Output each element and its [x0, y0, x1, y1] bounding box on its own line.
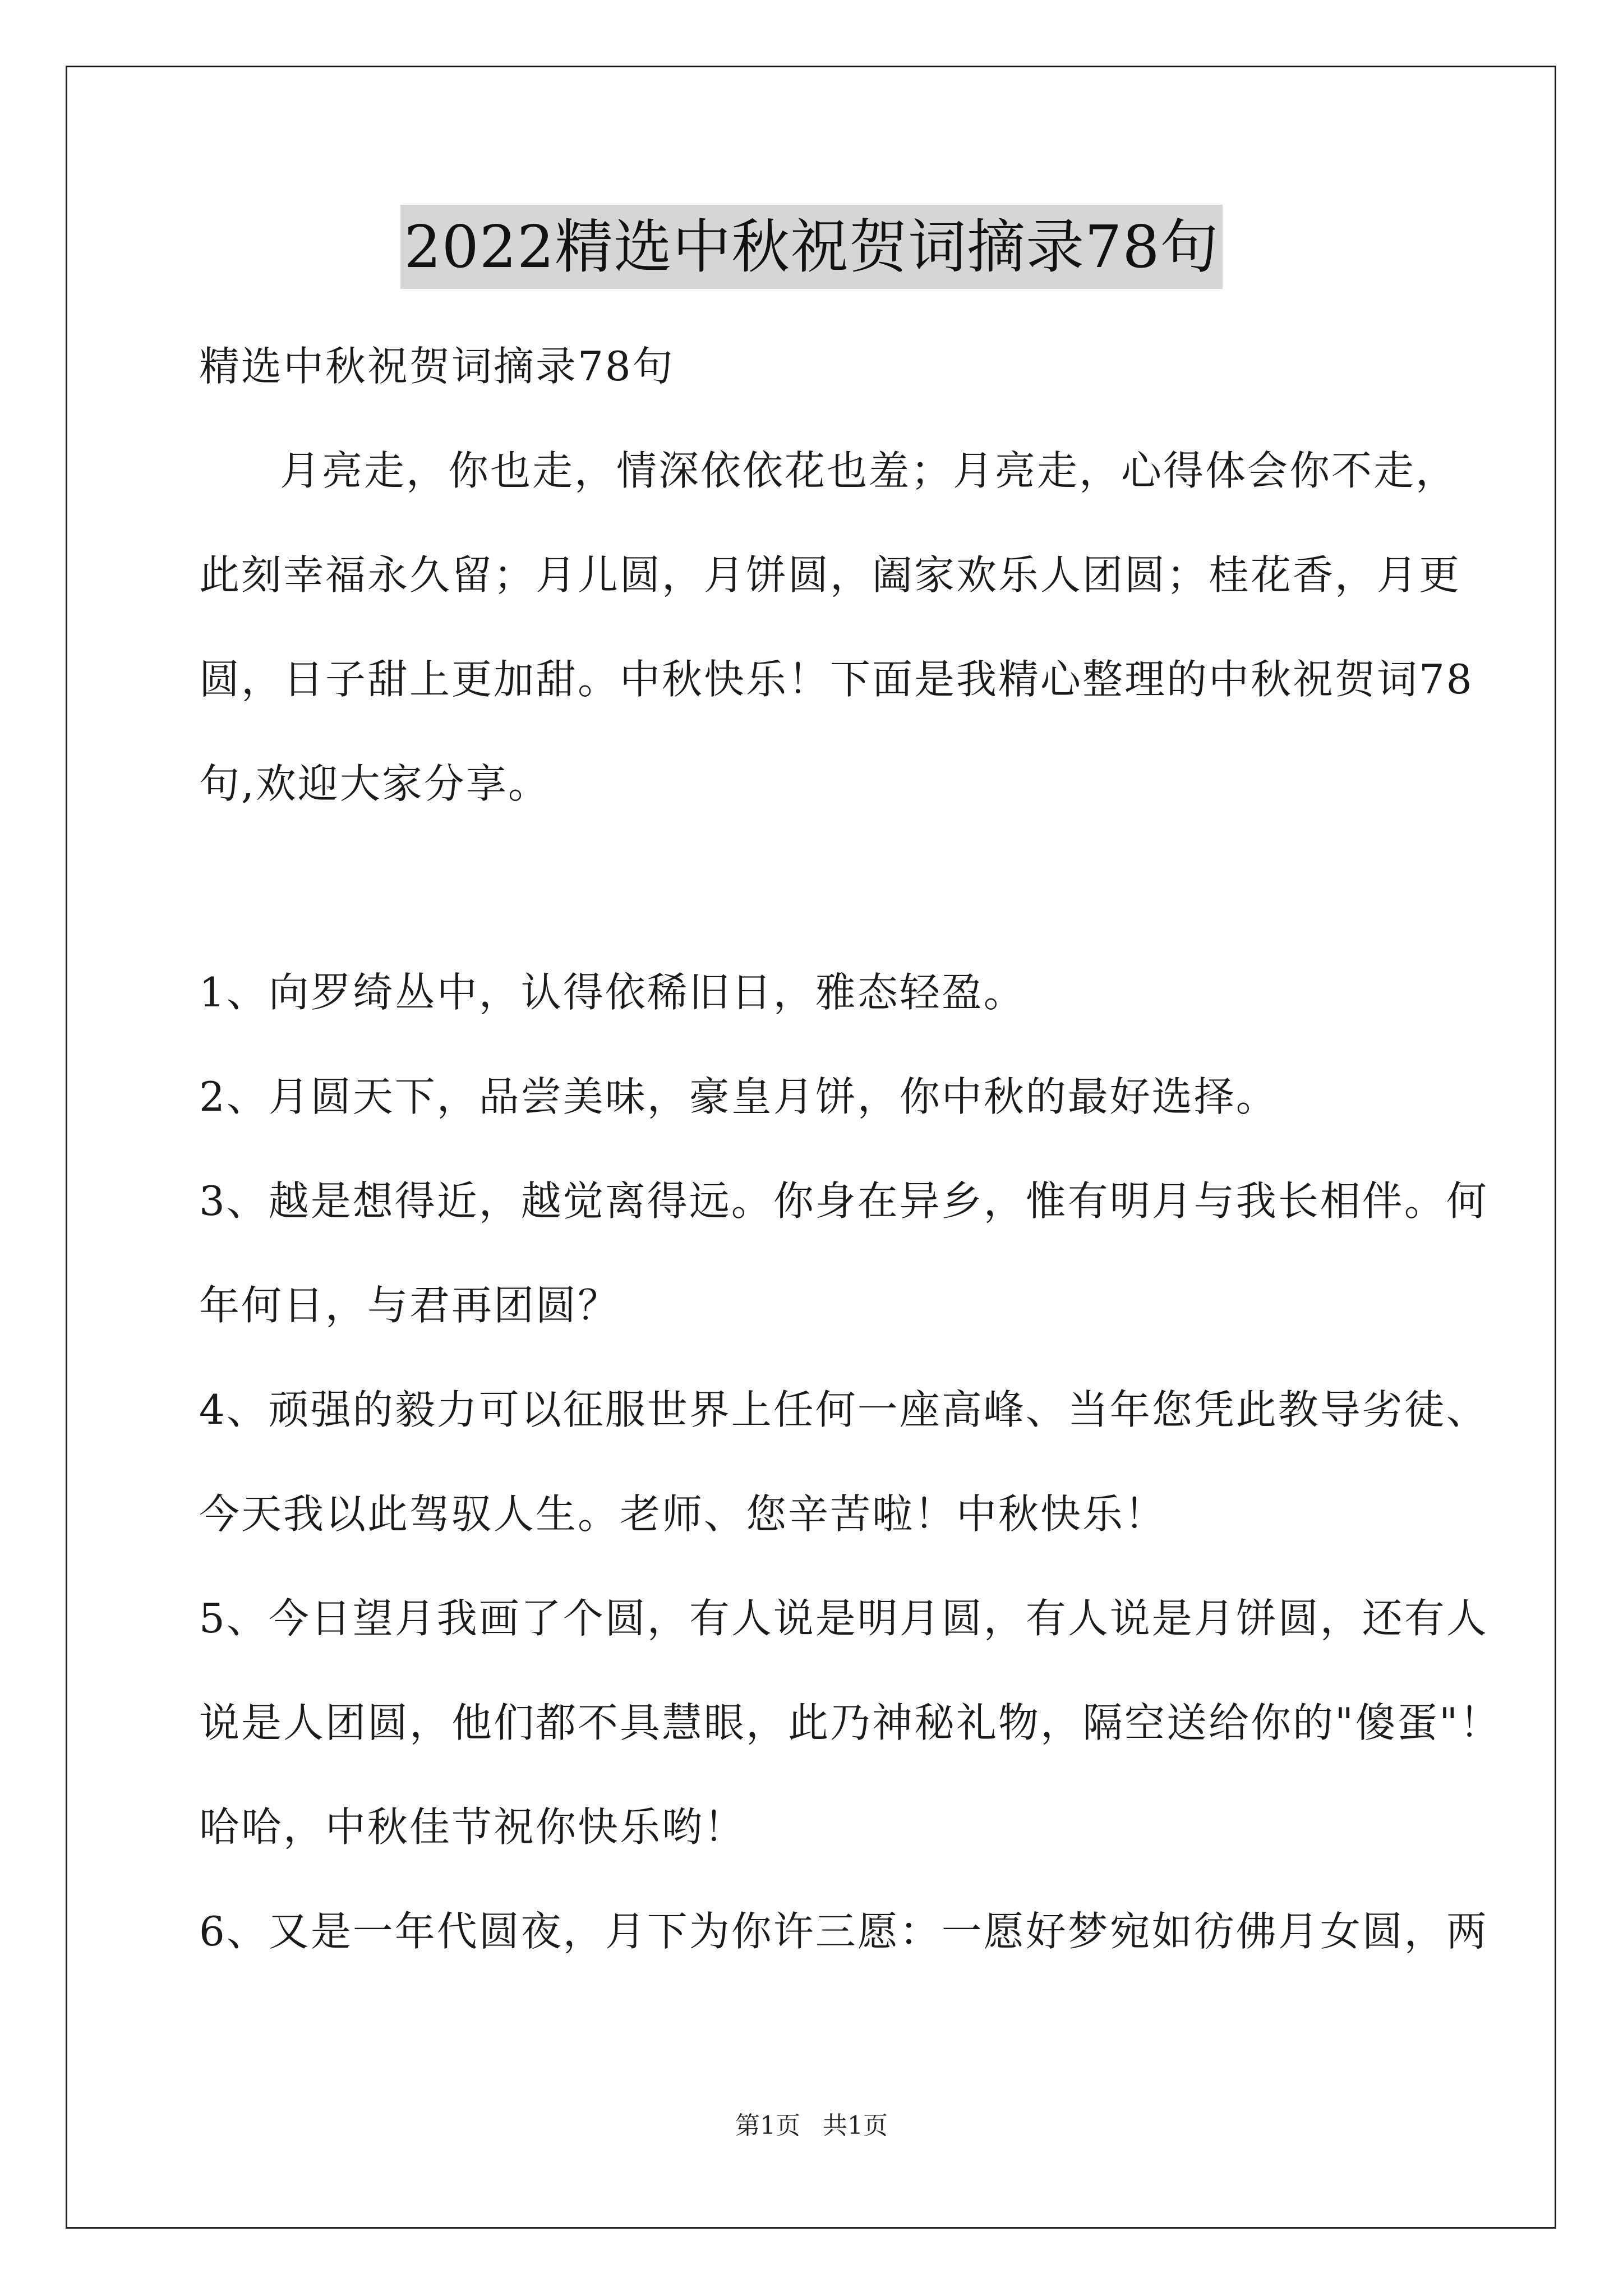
list-item: 1、向罗绮丛中，认得依稀旧日，雅态轻盈。	[199, 969, 1026, 1016]
page-number: 第1页	[735, 2111, 800, 2140]
list-item: 说是人团圆，他们都不具慧眼，此乃神秘礼物，隔空送给你的"傻蛋"！	[199, 1699, 1502, 1746]
intro-line: 圆，日子甜上更加甜。中秋快乐！下面是我精心整理的中秋祝贺词78	[199, 656, 1474, 703]
list-item: 今天我以此驾驭人生。老师、您辛苦啦！中秋快乐！	[199, 1490, 1167, 1538]
document-body	[199, 314, 1502, 1984]
list-item: 5、今日望月我画了个圆，有人说是明月圆，有人说是月饼圆，还有人	[199, 1595, 1488, 1642]
intro-line: 句,欢迎大家分享。	[199, 760, 550, 807]
paragraph-gap	[199, 836, 1483, 940]
list-item: 哈哈，中秋佳节祝你快乐哟！	[199, 1803, 746, 1851]
list-item: 年何日，与君再团圆？	[199, 1282, 620, 1329]
list-item: 6、又是一年代圆夜，月下为你许三愿：一愿好梦宛如彷佛月女圆，两	[199, 1908, 1488, 1955]
page-title: 2022精选中秋祝贺词摘录78句	[400, 205, 1222, 289]
list-item: 4、顽强的毅力可以征服世界上任何一座高峰、当年您凭此教导劣徒、	[199, 1386, 1488, 1433]
intro-line: 月亮走，你也走，情深依依花也羞；月亮走，心得体会你不走，	[280, 447, 1458, 494]
list-item: 3、越是想得近，越觉离得远。你身在异乡，惟有明月与我长相伴。何	[199, 1177, 1488, 1225]
list-item: 2、月圆天下，品尝美味，豪皇月饼，你中秋的最好选择。	[199, 1073, 1278, 1120]
subtitle: 精选中秋祝贺词摘录78句	[199, 343, 675, 390]
intro-line: 此刻幸福永久留；月儿圆，月饼圆，阖家欢乐人团圆；桂花香，月更	[199, 551, 1461, 599]
page-footer	[0, 2109, 1623, 2143]
page-total: 共1页	[823, 2111, 888, 2140]
title-container	[0, 205, 1623, 289]
